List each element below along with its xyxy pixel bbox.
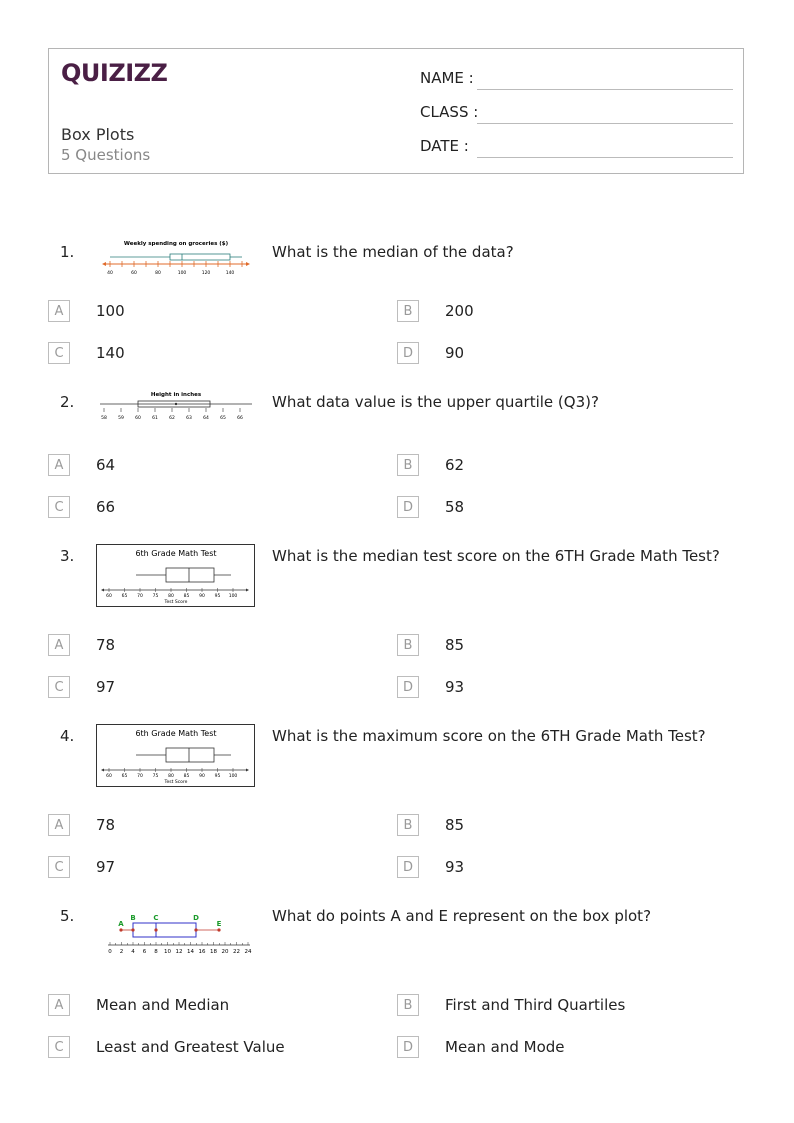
question-number: 4. [60,727,75,745]
question-text: What data value is the upper quartile (Q3)? [272,393,599,411]
box [170,254,230,260]
tick-label: 75 [152,774,159,779]
tick-label: 14 [187,949,194,955]
option-letter-box[interactable]: B [397,994,419,1016]
option-text[interactable]: 85 [445,816,465,834]
tick-label: 85 [183,594,190,599]
axis-label: Test Score [164,600,188,605]
tick-label: 18 [210,949,217,955]
option-letter-box[interactable]: D [397,496,419,518]
tick-label: 80 [155,271,161,276]
option-letter-box[interactable]: D [397,856,419,878]
tick-label: 4 [131,949,135,955]
option-text[interactable]: 62 [445,456,465,474]
option-text[interactable]: 58 [445,498,465,516]
option-text[interactable]: Least and Greatest Value [96,1038,285,1056]
tick-label: 8 [154,949,158,955]
tick-label: 24 [244,949,252,955]
tick-label: 60 [106,594,112,599]
option-text[interactable]: 140 [96,344,125,362]
median-point [175,403,177,405]
option-text[interactable]: Mean and Median [96,996,230,1014]
tick-label: 64 [203,416,209,421]
figure-title: 6th Grade Math Test [135,729,217,738]
tick-label: 95 [214,774,221,779]
tick-label: 65 [220,416,226,421]
tick-label: 70 [137,774,143,779]
question-number: 1. [60,243,75,261]
question-text: What is the median of the data? [272,243,514,261]
option-letter-box[interactable]: D [397,342,419,364]
point-label: C [153,914,159,922]
tick-label: 6 [142,949,147,955]
tick-label: 65 [121,594,128,599]
option-letter-box[interactable]: C [48,342,70,364]
tick-label: 40 [107,271,113,276]
figure-title: 6th Grade Math Test [135,549,217,558]
tick-label: 16 [198,949,206,955]
tick-label: 80 [168,774,174,779]
axis-label: Test Score [164,780,188,785]
quizizz-logo: QUIZIZZ [61,59,168,87]
class-label: CLASS : [420,103,479,121]
tick-label: 12 [175,949,183,955]
figure-title: Height in inches [150,392,202,398]
question-number: 5. [60,907,75,925]
point-label: D [193,914,199,922]
option-letter-box[interactable]: C [48,676,70,698]
option-text[interactable]: 93 [445,678,465,696]
option-text[interactable]: 93 [445,858,465,876]
option-letter-box[interactable]: A [48,454,70,476]
question-count: 5 Questions [61,146,151,164]
option-letter-box[interactable]: C [48,496,70,518]
question-number: 2. [60,393,75,411]
tick-label: 85 [183,774,190,779]
tick-label: 100 [228,594,238,599]
point-label: A [118,920,124,928]
option-text[interactable]: 78 [96,636,116,654]
tick-label: 60 [135,416,141,421]
tick-label: 70 [137,594,143,599]
option-text[interactable]: 78 [96,816,116,834]
tick-label: 60 [131,271,137,276]
option-text[interactable]: 200 [445,302,474,320]
box [133,923,196,937]
tick-label: 120 [201,271,211,276]
name-line[interactable] [477,89,733,90]
point-e [217,928,220,931]
option-letter-box[interactable]: A [48,994,70,1016]
date-label: DATE : [420,137,469,155]
option-letter-box[interactable]: C [48,1036,70,1058]
option-text[interactable]: 85 [445,636,465,654]
tick-label: 61 [152,416,158,421]
option-letter-box[interactable]: D [397,676,419,698]
option-letter-box[interactable]: B [397,634,419,656]
class-line[interactable] [477,123,733,124]
tick-label: 59 [118,416,124,421]
tick-label: 10 [164,949,171,955]
tick-label: 100 [177,271,187,276]
point-label: E [216,920,222,928]
option-letter-box[interactable]: A [48,300,70,322]
point-b [131,928,134,931]
arrow-right-icon [246,262,250,266]
tick-label: 20 [221,949,229,955]
tick-label: 80 [168,594,174,599]
box-plot-figure [96,236,256,278]
point-a [119,928,122,931]
option-letter-box[interactable]: B [397,300,419,322]
tick-label: 0 [108,949,112,955]
option-text[interactable]: 100 [96,302,125,320]
question-text: What do points A and E represent on the box plot? [272,907,652,925]
tick-label: 62 [169,416,175,421]
option-letter-box[interactable]: C [48,856,70,878]
tick-label: 95 [214,594,221,599]
tick-label: 63 [186,416,192,421]
option-text[interactable]: First and Third Quartiles [445,996,626,1014]
point-d [194,928,197,931]
tick-label: 22 [233,949,240,955]
figure-title: Weekly spending on groceries ($) [123,241,229,247]
option-letter-box[interactable]: A [48,814,70,836]
tick-label: 90 [199,774,205,779]
box-plot-figure [96,386,256,426]
tick-label: 58 [101,416,107,421]
tick-label: 2 [119,949,124,955]
option-text[interactable]: Mean and Mode [445,1038,565,1056]
option-text[interactable]: 64 [96,456,116,474]
tick-label: 66 [237,416,243,421]
option-text[interactable]: 97 [96,678,116,696]
option-letter-box[interactable]: A [48,634,70,656]
question-text: What is the median test score on the 6TH Grade Math Test? [272,547,720,565]
box-plot-figure [96,910,256,962]
name-label: NAME : [420,69,474,87]
option-text[interactable]: 97 [96,858,116,876]
option-letter-box[interactable]: D [397,1036,419,1058]
point-c [154,928,157,931]
question-text: What is the maximum score on the 6TH Grade Math Test? [272,727,706,745]
question-number: 3. [60,547,75,565]
arrow-left-icon [102,262,106,266]
option-letter-box[interactable]: B [397,454,419,476]
tick-label: 90 [199,594,205,599]
worksheet-header [48,48,744,174]
tick-label: 100 [228,774,238,779]
tick-label: 140 [225,271,235,276]
option-text[interactable]: 90 [445,344,465,362]
tick-label: 60 [106,774,112,779]
date-line[interactable] [477,157,733,158]
box-plot-figure [96,544,256,608]
option-letter-box[interactable]: B [397,814,419,836]
tick-label: 75 [152,594,159,599]
option-text[interactable]: 66 [96,498,116,516]
point-label: B [130,914,136,922]
worksheet-title: Box Plots [61,125,135,144]
box-plot-figure [96,724,256,788]
tick-label: 65 [121,774,128,779]
